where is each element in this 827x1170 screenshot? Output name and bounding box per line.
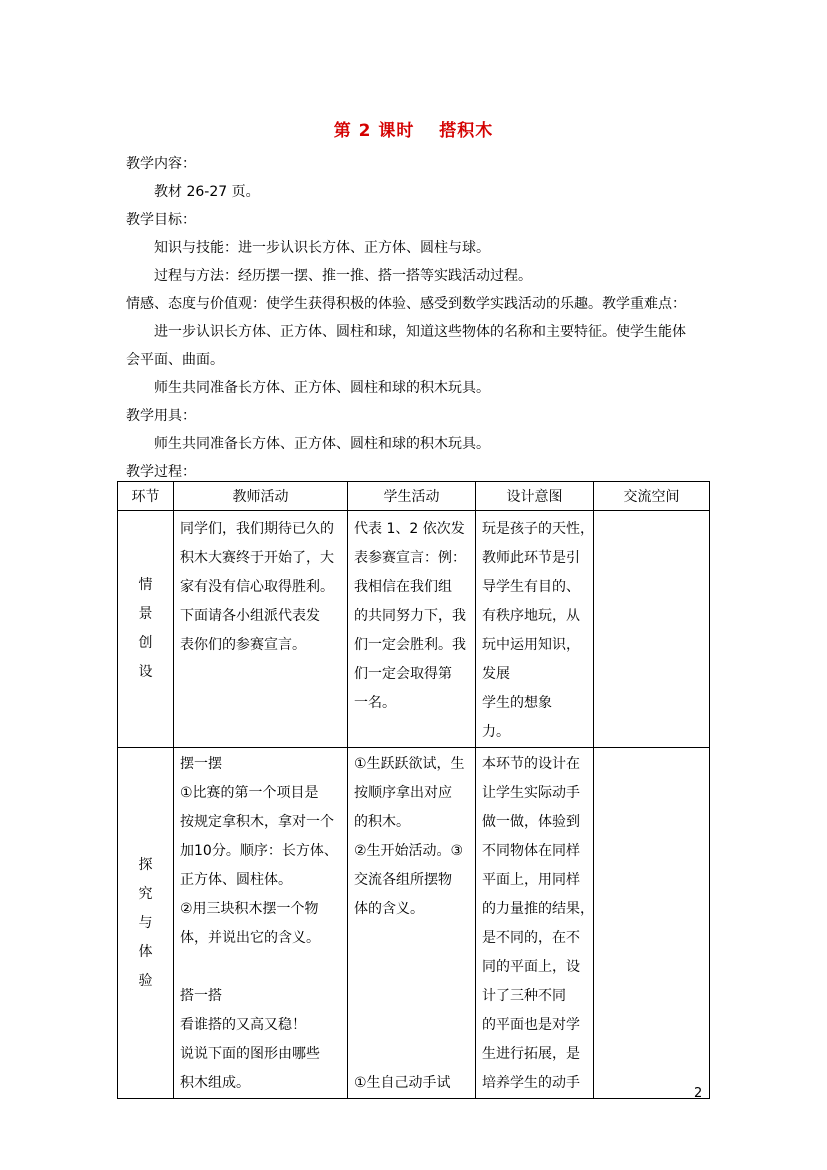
stage-char: 探 [138,856,153,873]
heading-process: 教学过程： [126,464,196,480]
cell-line: 们一定会胜利。我 [354,637,466,653]
cell-line: 表你们的参赛宣言。 [180,637,306,653]
body-line: 师生共同准备长方体、正方体、圆柱和球的积木玩具。 [154,380,490,396]
cell-line: 体的含义。 [354,901,424,917]
exchange-cell [594,511,710,748]
cell-line: ①比赛的第一个项目是 [180,785,319,801]
header-exchange: 交流空间 [594,482,710,511]
cell-line: 体，并说出它的含义。 [180,930,320,946]
cell-line: 代表 1、2 依次发 [354,521,465,537]
cell-line: 摆一摆 [180,756,222,772]
teacher-cell [174,748,348,1099]
cell-line: 们一定会取得第 [354,666,452,682]
stage-char: 情 [138,577,153,593]
cell-line: 有秩序地玩，从 [482,608,580,624]
heading-goals: 教学目标： [126,212,196,228]
stage-char: 体 [138,943,153,960]
cell-line: 加10分。顺序：长方体、 [180,843,338,859]
cell-line: 导学生有目的、 [482,579,580,595]
stage-char: 验 [138,972,153,989]
cell-line: 做一做，体验到 [482,814,580,830]
cell-line: 是不同的，在不 [482,930,580,946]
cell-line: 按顺序拿出对应 [354,785,452,801]
body-line: 过程与方法：经历摆一摆、推一推、搭一搭等实践活动过程。 [154,268,532,284]
cell-line [348,982,475,1011]
student-cell [348,748,476,1099]
cell-line: 平面上，用同样 [482,872,580,888]
cell-line: 本环节的设计在 [482,756,580,772]
cell-line: 按规定拿积木，拿对一个 [180,814,334,830]
body-line: 师生共同准备长方体、正方体、圆柱和球的积木玩具。 [154,436,490,452]
cell-line: 玩是孩子的天性， [482,521,594,537]
cell-line: 看谁搭的又高又稳！ [180,1017,306,1033]
student-cell [348,511,476,748]
cell-line: 一名。 [354,695,396,711]
cell-line: 积木大赛终于开始了，大 [180,550,334,566]
table-header-row [118,482,710,511]
body-line: 情感、态度与价值观：使学生获得积极的体验、感受到数学实践活动的乐趣。教学重难点： [126,296,686,312]
cell-line [348,953,475,982]
stage-char: 与 [138,914,153,931]
header-stage: 环节 [118,482,174,511]
lesson-table [117,481,710,1099]
cell-line: ①生自己动手试 [354,1075,451,1091]
cell-line: ②用三块积木摆一个物 [180,901,319,917]
table-row [118,748,710,1099]
cell-line: 计了三种不同 [482,988,566,1004]
stage-char: 景 [138,606,153,622]
cell-line: 力。 [482,724,510,740]
stage-cell [118,511,174,748]
table-row [118,511,710,748]
body-line: 知识与技能：进一步认识长方体、正方体、圆柱与球。 [154,240,490,256]
cell-line: 表参赛宣言：例： [354,550,466,566]
body-line: 进一步认识长方体、正方体、圆柱和球，知道这些物体的名称和主要特征。使学生能体 [154,324,686,340]
cell-line: 不同物体在同样 [482,843,580,859]
cell-line: 同学们，我们期待已久的 [180,521,334,537]
cell-line: ①生跃跃欲试，生 [354,756,465,772]
cell-line: 培养学生的动手 [482,1075,580,1091]
cell-line: 说说下面的图形由哪些 [180,1046,320,1062]
heading-tools: 教学用具： [126,408,196,424]
cell-line: 的力量推的结果， [482,901,594,917]
cell-line: 家有没有信心取得胜利。 [180,579,334,595]
cell-line: 同的平面上，设 [482,959,580,975]
cell-line: 搭一搭 [180,988,222,1004]
cell-line: 教师此环节是引 [482,550,580,566]
header-student: 学生活动 [348,482,476,511]
heading-content: 教学内容： [126,156,196,172]
body-line: 教材 26-27 页。 [154,184,260,200]
stage-cell [118,748,174,1099]
cell-line: 学生的想象 [482,695,552,711]
body-line: 会平面、曲面。 [126,352,224,368]
cell-line: 的积木。 [354,814,410,830]
cell-line [348,924,475,953]
cell-line: 交流各组所摆物 [354,872,452,888]
cell-line: 积木组成。 [180,1075,250,1091]
page-title: 第 2 课时 搭积木 [333,121,494,141]
exchange-cell [594,748,710,1099]
cell-line: 生进行拓展，是 [482,1046,580,1062]
stage-char: 设 [138,664,153,680]
intent-cell [476,748,594,1099]
stage-char: 究 [138,885,153,902]
cell-line: 的平面也是对学 [482,1017,580,1033]
stage-char: 创 [138,635,153,651]
header-teacher: 教师活动 [174,482,348,511]
cell-line: 发展 [482,666,510,682]
cell-line [348,1011,475,1040]
cell-line: 玩中运用知识， [482,637,580,653]
cell-line: 我相信在我们组 [354,579,452,595]
cell-line: ②生开始活动。③ [354,843,464,859]
page-number: 2 [694,1086,703,1101]
teacher-cell [174,511,348,748]
cell-line: 下面请各小组派代表发 [180,608,320,624]
cell-line [174,953,347,982]
cell-line: 正方体、圆柱体。 [180,872,292,888]
cell-line: 的共同努力下，我 [354,608,466,624]
intent-cell [476,511,594,748]
cell-line [348,1040,475,1069]
cell-line: 让学生实际动手 [482,785,580,801]
header-intent: 设计意图 [476,482,594,511]
